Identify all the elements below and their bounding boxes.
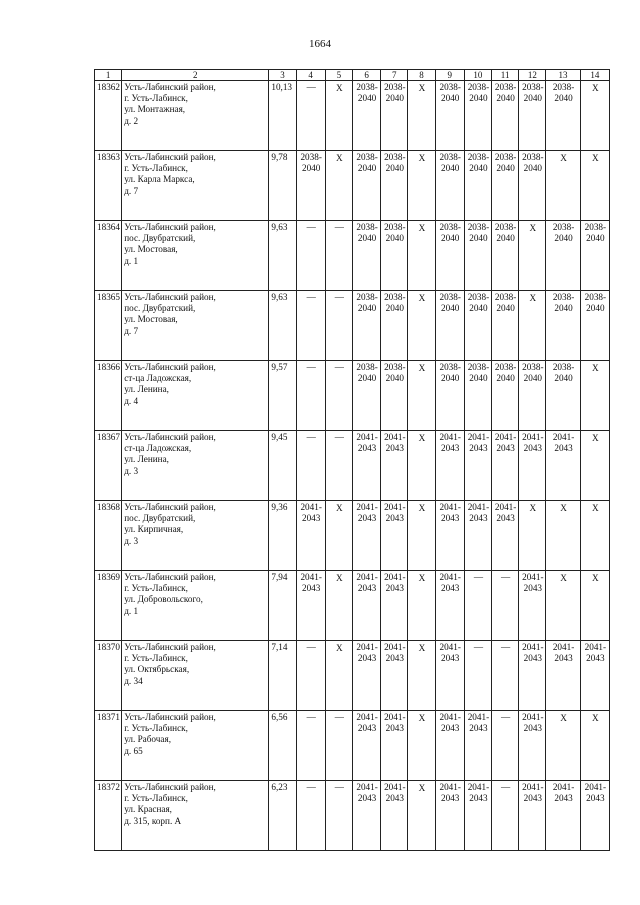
schedule-cell: X	[325, 641, 352, 711]
schedule-cell: 2041-2043	[435, 781, 464, 851]
address-line: ст-ца Ладожская,	[124, 443, 192, 454]
row-number: 18366	[95, 361, 122, 431]
schedule-cell: 2038-2040	[464, 81, 491, 151]
schedule-cell: —	[492, 781, 519, 851]
schedule-cell: X	[408, 361, 435, 431]
address-line: г. Усть-Лабинск,	[124, 723, 188, 734]
table-row	[95, 431, 610, 501]
schedule-cell: 2038-2040	[546, 291, 580, 361]
address-line: г. Усть-Лабинск,	[124, 793, 188, 804]
schedule-cell: X	[519, 221, 546, 291]
address-line: Усть-Лабинский район,	[124, 82, 216, 92]
table-row	[95, 151, 610, 221]
column-header: 14	[580, 70, 609, 81]
schedule-cell: X	[408, 781, 435, 851]
address-line: Усть-Лабинский район,	[124, 292, 216, 302]
address-line: ул. Добровольского,	[124, 594, 203, 605]
page-number: 1664	[309, 38, 331, 50]
address-line: г. Усть-Лабинск,	[124, 163, 188, 174]
schedule-cell: 2041-2043	[435, 571, 464, 641]
schedule-cell: 2041-2043	[352, 641, 380, 711]
schedule-cell: 2041-2043	[519, 781, 546, 851]
table-row	[95, 501, 610, 571]
schedule-cell: 2038-2040	[296, 151, 325, 221]
address-cell	[122, 711, 269, 781]
column-header: 8	[408, 70, 435, 81]
schedule-cell: —	[492, 711, 519, 781]
schedule-cell: 2038-2040	[519, 361, 546, 431]
address-line: д. 7	[124, 185, 139, 196]
schedule-cell: 2041-2043	[296, 501, 325, 571]
table-row	[95, 711, 610, 781]
schedule-cell: —	[464, 571, 491, 641]
address-line: пос. Двубратский,	[124, 303, 196, 314]
address-cell	[122, 361, 269, 431]
schedule-cell: 2041-2043	[352, 711, 380, 781]
address-line: ул. Ленина,	[124, 454, 169, 465]
column-header: 1	[95, 70, 122, 81]
area-value: 10,13	[269, 81, 296, 151]
schedule-cell: 2041-2043	[519, 641, 546, 711]
schedule-cell: 2038-2040	[352, 81, 380, 151]
row-number: 18364	[95, 221, 122, 291]
area-value: 9,45	[269, 431, 296, 501]
schedule-cell: 2038-2040	[435, 81, 464, 151]
address-line: д. 2	[124, 115, 139, 126]
address-line: г. Усть-Лабинск,	[124, 583, 188, 594]
schedule-cell: 2038-2040	[381, 291, 408, 361]
schedule-cell: 2041-2043	[296, 571, 325, 641]
schedule-cell: X	[408, 221, 435, 291]
schedule-cell: X	[325, 501, 352, 571]
schedule-cell: 2041-2043	[435, 431, 464, 501]
schedule-cell: X	[408, 711, 435, 781]
schedule-cell: 2038-2040	[464, 361, 491, 431]
address-line: ул. Красная,	[124, 804, 172, 815]
table-row	[95, 781, 610, 851]
address-cell	[122, 151, 269, 221]
address-line: ул. Мостовая,	[124, 314, 178, 325]
column-header: 9	[435, 70, 464, 81]
row-number: 18369	[95, 571, 122, 641]
table-row	[95, 361, 610, 431]
schedule-cell: —	[325, 291, 352, 361]
schedule-cell: X	[580, 81, 609, 151]
schedule-cell: 2038-2040	[464, 151, 491, 221]
schedule-cell: 2041-2043	[435, 501, 464, 571]
schedule-cell: —	[296, 641, 325, 711]
schedule-cell: 2038-2040	[381, 361, 408, 431]
schedule-cell: 2038-2040	[435, 361, 464, 431]
address-line: Усть-Лабинский район,	[124, 782, 216, 792]
column-header: 6	[352, 70, 380, 81]
schedule-cell: 2038-2040	[352, 291, 380, 361]
row-number: 18367	[95, 431, 122, 501]
schedule-cell: 2038-2040	[546, 221, 580, 291]
schedule-cell: 2041-2043	[546, 431, 580, 501]
schedule-cell: —	[296, 431, 325, 501]
row-number: 18372	[95, 781, 122, 851]
area-value: 7,14	[269, 641, 296, 711]
area-value: 9,63	[269, 221, 296, 291]
schedule-cell: 2041-2043	[381, 711, 408, 781]
address-line: д. 65	[124, 745, 143, 756]
column-header: 5	[325, 70, 352, 81]
schedule-cell: 2041-2043	[381, 571, 408, 641]
schedule-cell: 2038-2040	[464, 291, 491, 361]
address-line: Усть-Лабинский район,	[124, 712, 216, 722]
address-line: Усть-Лабинский район,	[124, 362, 216, 372]
row-number: 18363	[95, 151, 122, 221]
row-number: 18368	[95, 501, 122, 571]
address-line: ул. Рабочая,	[124, 734, 172, 745]
schedule-cell: X	[325, 151, 352, 221]
schedule-cell: X	[408, 431, 435, 501]
schedule-cell: 2038-2040	[352, 221, 380, 291]
schedule-cell: —	[492, 641, 519, 711]
schedule-cell: 2041-2043	[435, 711, 464, 781]
header-row	[95, 70, 610, 81]
address-line: д. 1	[124, 605, 139, 616]
schedule-cell: 2041-2043	[546, 781, 580, 851]
schedule-cell: 2038-2040	[492, 151, 519, 221]
table-row	[95, 571, 610, 641]
schedule-cell: 2038-2040	[492, 291, 519, 361]
address-line: ул. Октябрьская,	[124, 664, 190, 675]
schedule-cell: —	[325, 221, 352, 291]
area-value: 6,23	[269, 781, 296, 851]
area-value: 9,78	[269, 151, 296, 221]
schedule-cell: 2041-2043	[519, 431, 546, 501]
schedule-cell: X	[580, 361, 609, 431]
address-line: д. 315, корп. А	[124, 815, 182, 826]
address-line: Усть-Лабинский район,	[124, 502, 216, 512]
table-row	[95, 641, 610, 711]
row-number: 18365	[95, 291, 122, 361]
schedule-cell: 2041-2043	[352, 571, 380, 641]
column-header: 3	[269, 70, 296, 81]
schedule-cell: X	[408, 81, 435, 151]
schedule-cell: 2038-2040	[464, 221, 491, 291]
column-header: 12	[519, 70, 546, 81]
schedule-cell: 2038-2040	[580, 221, 609, 291]
column-header: 11	[492, 70, 519, 81]
schedule-cell: 2041-2043	[492, 501, 519, 571]
address-line: д. 3	[124, 535, 139, 546]
schedule-cell: —	[492, 571, 519, 641]
address-line: Усть-Лабинский район,	[124, 572, 216, 582]
table-row	[95, 81, 610, 151]
schedule-cell: 2041-2043	[464, 711, 491, 781]
schedule-cell: X	[546, 711, 580, 781]
schedule-cell: 2041-2043	[464, 431, 491, 501]
schedule-cell: 2041-2043	[580, 781, 609, 851]
schedule-cell: 2038-2040	[492, 81, 519, 151]
address-line: г. Усть-Лабинск,	[124, 93, 188, 104]
address-cell	[122, 571, 269, 641]
address-cell	[122, 81, 269, 151]
column-header: 7	[381, 70, 408, 81]
column-header: 10	[464, 70, 491, 81]
schedule-cell: 2041-2043	[464, 501, 491, 571]
schedule-cell: 2041-2043	[580, 641, 609, 711]
address-cell	[122, 431, 269, 501]
schedule-cell: X	[408, 501, 435, 571]
column-header: 4	[296, 70, 325, 81]
address-line: Усть-Лабинский район,	[124, 642, 216, 652]
schedule-cell: —	[296, 711, 325, 781]
schedule-cell: —	[296, 361, 325, 431]
schedule-cell: —	[296, 781, 325, 851]
address-line: д. 4	[124, 395, 139, 406]
row-number: 18370	[95, 641, 122, 711]
address-cell	[122, 291, 269, 361]
schedule-cell: X	[325, 571, 352, 641]
schedule-cell: 2041-2043	[352, 501, 380, 571]
schedule-cell: X	[408, 151, 435, 221]
schedule-cell: —	[296, 291, 325, 361]
schedule-cell: X	[580, 431, 609, 501]
schedule-cell: X	[546, 571, 580, 641]
address-line: д. 7	[124, 325, 139, 336]
address-line: д. 3	[124, 465, 139, 476]
schedule-cell: X	[519, 501, 546, 571]
address-line: д. 34	[124, 675, 143, 686]
address-line: ул. Мостовая,	[124, 244, 178, 255]
schedule-cell: —	[325, 781, 352, 851]
schedule-cell: X	[580, 151, 609, 221]
address-line: пос. Двубратский,	[124, 233, 196, 244]
address-line: Усть-Лабинский район,	[124, 152, 216, 162]
schedule-cell: 2041-2043	[381, 641, 408, 711]
schedule-cell: 2041-2043	[464, 781, 491, 851]
schedule-cell: 2041-2043	[352, 781, 380, 851]
schedule-cell: X	[408, 291, 435, 361]
schedule-cell: —	[296, 221, 325, 291]
row-number: 18371	[95, 711, 122, 781]
schedule-cell: 2038-2040	[435, 291, 464, 361]
address-line: ул. Кирпичная,	[124, 524, 184, 535]
schedule-cell: 2038-2040	[381, 81, 408, 151]
schedule-cell: X	[408, 641, 435, 711]
address-line: Усть-Лабинский район,	[124, 432, 216, 442]
schedule-cell: X	[325, 81, 352, 151]
schedule-cell: 2038-2040	[546, 361, 580, 431]
schedule-cell: —	[325, 711, 352, 781]
address-cell	[122, 501, 269, 571]
schedule-cell: —	[325, 431, 352, 501]
address-cell	[122, 641, 269, 711]
address-line: Усть-Лабинский район,	[124, 222, 216, 232]
schedule-cell: 2041-2043	[519, 571, 546, 641]
address-line: ул. Карла Маркса,	[124, 174, 195, 185]
area-value: 9,57	[269, 361, 296, 431]
schedule-cell: 2041-2043	[381, 431, 408, 501]
schedule-cell: 2038-2040	[435, 221, 464, 291]
table-row	[95, 291, 610, 361]
schedule-cell: 2041-2043	[381, 781, 408, 851]
schedule-cell: 2038-2040	[352, 361, 380, 431]
address-cell	[122, 781, 269, 851]
area-value: 6,56	[269, 711, 296, 781]
row-number: 18362	[95, 81, 122, 151]
schedule-cell: 2038-2040	[580, 291, 609, 361]
schedule-cell: 2038-2040	[492, 221, 519, 291]
schedule-cell: 2038-2040	[519, 151, 546, 221]
schedule-cell: 2038-2040	[546, 81, 580, 151]
schedule-cell: X	[408, 571, 435, 641]
schedule-cell: 2041-2043	[381, 501, 408, 571]
schedule-cell: 2041-2043	[546, 641, 580, 711]
column-header: 2	[122, 70, 269, 81]
address-line: ул. Ленина,	[124, 384, 169, 395]
schedule-cell: X	[546, 151, 580, 221]
schedule-cell: 2038-2040	[352, 151, 380, 221]
address-line: пос. Двубратский,	[124, 513, 196, 524]
schedule-cell: 2038-2040	[381, 221, 408, 291]
schedule-cell: 2041-2043	[519, 711, 546, 781]
schedule-cell: —	[464, 641, 491, 711]
schedule-cell: 2038-2040	[519, 81, 546, 151]
address-line: ст-ца Ладожская,	[124, 373, 192, 384]
schedule-cell: X	[580, 711, 609, 781]
area-value: 9,36	[269, 501, 296, 571]
schedule-cell: 2038-2040	[381, 151, 408, 221]
address-line: ул. Монтажная,	[124, 104, 186, 115]
schedule-cell: X	[580, 571, 609, 641]
schedule-cell: 2041-2043	[352, 431, 380, 501]
address-cell	[122, 221, 269, 291]
schedule-cell: —	[296, 81, 325, 151]
area-value: 9,63	[269, 291, 296, 361]
schedule-cell: 2041-2043	[492, 431, 519, 501]
table-row	[95, 221, 610, 291]
schedule-cell: 2038-2040	[435, 151, 464, 221]
schedule-cell: 2041-2043	[435, 641, 464, 711]
schedule-cell: X	[580, 501, 609, 571]
address-line: д. 1	[124, 255, 139, 266]
schedule-cell: X	[546, 501, 580, 571]
schedule-cell: 2038-2040	[492, 361, 519, 431]
schedule-cell: —	[325, 361, 352, 431]
address-line: г. Усть-Лабинск,	[124, 653, 188, 664]
schedule-cell: X	[519, 291, 546, 361]
register-table	[94, 69, 610, 851]
column-header: 13	[546, 70, 580, 81]
area-value: 7,94	[269, 571, 296, 641]
